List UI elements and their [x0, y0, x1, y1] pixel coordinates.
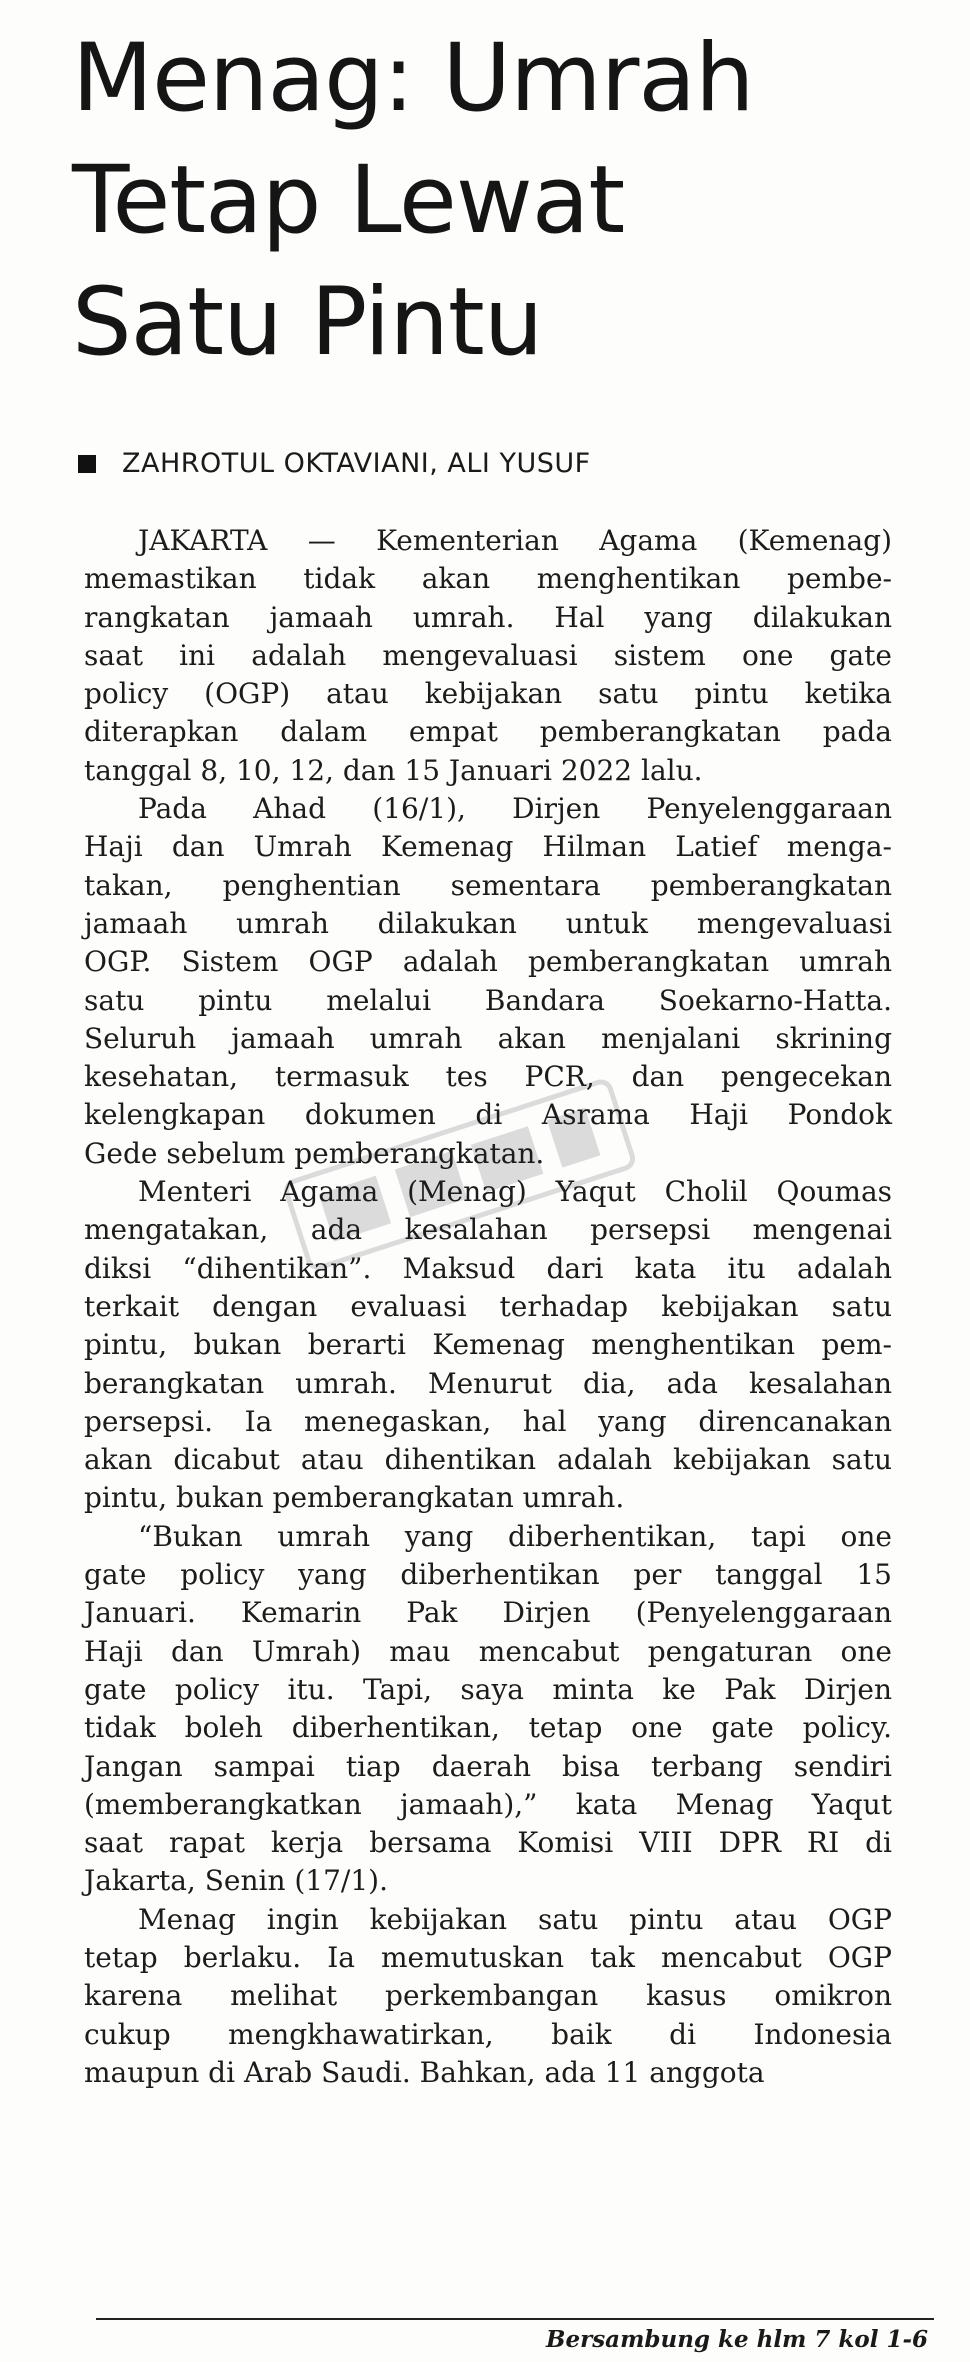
article-line: OGP. Sistem OGP adalah pemberangkatan umrah [84, 945, 892, 979]
article-paragraph [84, 1518, 892, 1901]
article-line: memastikan tidak akan menghentikan pembe- [84, 562, 892, 596]
byline-authors: ZAHROTUL OKTAVIANI, ALI YUSUF [122, 448, 591, 479]
article-line: mengatakan, ada kesalahan persepsi mengenai [84, 1213, 892, 1247]
article-line: diterapkan dalam empat pemberangkatan pada [84, 715, 892, 749]
article-line: policy (OGP) atau kebijakan satu pintu ketika [84, 677, 892, 711]
article-paragraph [84, 790, 892, 1173]
article-line: jamaah umrah dilakukan untuk mengevaluasi [84, 906, 892, 940]
article-line: diksi “dihentikan”. Maksud dari kata itu adalah [84, 1251, 892, 1285]
article-line: gate policy yang diberhentikan per tanggal 15 [84, 1558, 892, 1592]
article-line: Haji dan Umrah) mau mencabut pengaturan one [84, 1634, 892, 1668]
article-body [84, 522, 892, 2092]
article-line: Gede sebelum pemberangkatan. [84, 1136, 545, 1170]
byline-square-icon [78, 455, 96, 473]
article-line: akan dicabut atau dihentikan adalah kebijakan satu [84, 1443, 892, 1477]
article-line: gate policy itu. Tapi, saya minta ke Pak Dirjen [84, 1672, 892, 1706]
article-line: saat rapat kerja bersama Komisi VIII DPR RI di [84, 1826, 892, 1860]
headline-line: Satu Pintu [72, 268, 543, 377]
article-line: Haji dan Umrah Kemenag Hilman Latief menga- [84, 830, 892, 864]
article-line: satu pintu melalui Bandara Soekarno-Hatta. [84, 983, 892, 1017]
headline-line: Menag: Umrah [72, 24, 754, 133]
article-line: pintu, bukan pemberangkatan umrah. [84, 1481, 625, 1515]
article-line: Jakarta, Senin (17/1). [84, 1864, 389, 1898]
article-line: pintu, bukan berarti Kemenag menghentikan pem- [84, 1328, 892, 1362]
article-line: kelengkapan dokumen di Asrama Haji Pondok [84, 1098, 892, 1132]
footer-rule [96, 2318, 934, 2320]
article-paragraph [84, 1901, 892, 2092]
article-paragraph [84, 522, 892, 790]
article-line: tanggal 8, 10, 12, dan 15 Januari 2022 lalu. [84, 753, 703, 787]
article-line: Januari. Kemarin Pak Dirjen (Penyelenggaraan [84, 1596, 892, 1630]
article-line: cukup mengkhawatirkan, baik di Indonesia [84, 2017, 892, 2051]
article-line: berangkatan umrah. Menurut dia, ada kesalahan [84, 1366, 892, 1400]
article-line: Menteri Agama (Menag) Yaqut Cholil Qoumas [138, 1175, 892, 1209]
article-line: saat ini adalah mengevaluasi sistem one gate [84, 638, 892, 672]
article-line: Menag ingin kebijakan satu pintu atau OGP [138, 1902, 892, 1936]
article-line: JAKARTA — Kementerian Agama (Kemenag) [138, 524, 892, 557]
article-paragraph [84, 1173, 892, 1518]
article-line: (memberangkatkan jamaah),” kata Menag Yaqut [84, 1787, 892, 1821]
article-line: Pada Ahad (16/1), Dirjen Penyelenggaraan [138, 792, 892, 826]
article-line: Seluruh jamaah umrah akan menjalani skrining [84, 1021, 892, 1055]
article-line: kesehatan, termasuk tes PCR, dan pengecekan [84, 1060, 892, 1094]
article-line: Jangan sampai tiap daerah bisa terbang sendiri [84, 1749, 892, 1783]
continuation-note: Bersambung ke hlm 7 kol 1-6 [546, 2326, 928, 2353]
article-line: takan, penghentian sementara pemberangkatan [84, 868, 892, 902]
article-line: rangkatan jamaah umrah. Hal yang dilakukan [84, 600, 892, 634]
article-line: terkait dengan evaluasi terhadap kebijakan satu [84, 1289, 892, 1323]
article-line: karena melihat perkembangan kasus omikron [84, 1979, 892, 2013]
article-line: tetap berlaku. Ia memutuskan tak mencabut OGP [84, 1940, 892, 1974]
byline [78, 448, 591, 479]
article-line: tidak boleh diberhentikan, tetap one gate policy. [84, 1711, 892, 1745]
article-line: maupun di Arab Saudi. Bahkan, ada 11 anggota [84, 2055, 765, 2089]
article-line: persepsi. Ia menegaskan, hal yang direncanakan [84, 1404, 892, 1438]
headline-line: Tetap Lewat [72, 146, 625, 255]
headline [72, 18, 932, 384]
article-line: “Bukan umrah yang diberhentikan, tapi one [138, 1519, 892, 1553]
